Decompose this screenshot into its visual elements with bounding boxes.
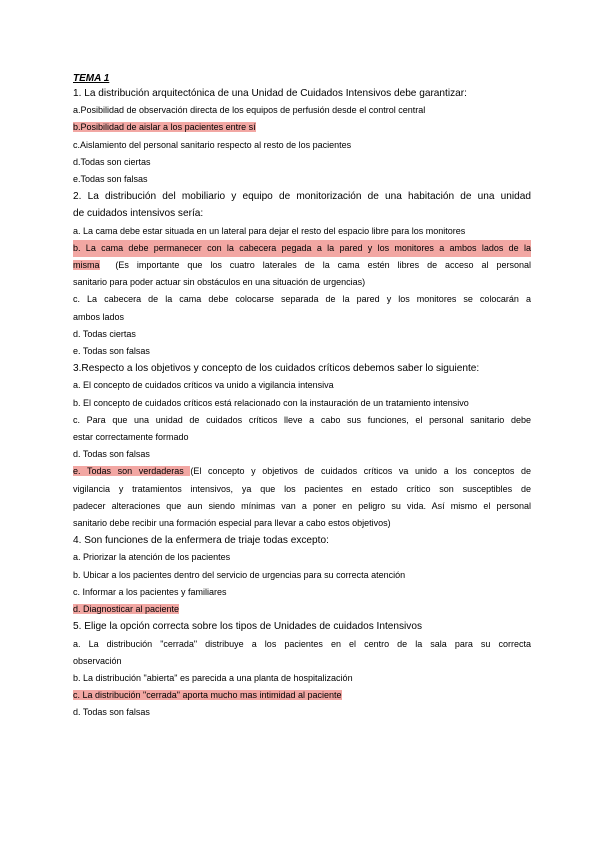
q2-option-b-line-1 bbox=[73, 240, 531, 257]
q5-option-c-highlight: c. La distribución "cerrada" aporta mucho mas intimidad al paciente bbox=[73, 690, 342, 701]
q5-option-a-line-2: observación bbox=[73, 655, 122, 666]
q3-option-a: a. El concepto de cuidados críticos va unido a vigilancia intensiva bbox=[73, 380, 334, 391]
document-title: TEMA 1 bbox=[73, 73, 110, 84]
q1-option-b-highlight: b.Posibilidad de aislar a los pacientes entre sí bbox=[73, 122, 256, 133]
q1-option-b bbox=[73, 119, 531, 136]
q2-option-d: d. Todas ciertas bbox=[73, 328, 136, 339]
q5-option-a-line-1: a. La distribución "cerrada" distribuye a los pacientes en el centro de la sala para su correcta bbox=[73, 638, 531, 649]
q1-option-e: e.Todas son falsas bbox=[73, 174, 148, 185]
q2-option-b-text: b. La cama debe permanecer con la cabecera pegada a la pared y los monitores a ambos lados de la bbox=[73, 242, 531, 253]
question-2-line-2: de cuidados intensivos sería: bbox=[73, 208, 204, 220]
q2-option-c-line-1: c. La cabecera de la cama debe colocarse separada de la pared y los monitores se colocarán a bbox=[73, 294, 531, 305]
q2-option-b-highlight-2: misma bbox=[73, 260, 100, 271]
q2-option-e: e. Todas son falsas bbox=[73, 346, 150, 357]
q3-option-b: b. El concepto de cuidados críticos está relacionado con la instauración de un tratamiento intensivo bbox=[73, 397, 469, 408]
q3-option-e-line-4: sanitario debe recibir una formación especial para llevar a cabo estos objetivos) bbox=[73, 518, 391, 529]
q4-option-c: c. Informar a los pacientes y familiares bbox=[73, 586, 227, 597]
q3-option-d: d. Todas son falsas bbox=[73, 449, 150, 460]
q3-option-e-highlight: e. Todas son verdaderas bbox=[73, 466, 184, 477]
q3-option-c-line-1: c. Para que una unidad de cuidados críticos lleve a cabo sus funciones, el personal sanitario debe bbox=[73, 414, 531, 425]
q3-option-e-line-1 bbox=[73, 463, 531, 480]
q4-option-d-highlight: d. Diagnosticar al paciente bbox=[73, 604, 180, 615]
q2-option-b-line-2 bbox=[73, 257, 531, 274]
q4-option-a: a. Priorizar la atención de los pacientes bbox=[73, 552, 231, 563]
q4-option-b: b. Ubicar a los pacientes dentro del servicio de urgencias para su correcta atención bbox=[73, 569, 406, 580]
q2-option-a: a. La cama debe estar situada en un lateral para dejar el resto del espacio libre para los monitores bbox=[73, 225, 466, 236]
q1-option-a: a.Posibilidad de observación directa de los equipos de perfusión desde el control central bbox=[73, 105, 426, 116]
q5-option-b: b. La distribución "abierta" es parecida a una planta de hospitalización bbox=[73, 672, 353, 683]
question-2-line-1: 2. La distribución del mobiliario y equipo de monitorización de una habitación de una unidad bbox=[73, 191, 531, 203]
q5-option-d: d. Todas son falsas bbox=[73, 707, 150, 718]
q1-option-d: d.Todas son ciertas bbox=[73, 156, 151, 167]
q3-option-e-line-3: padecer alteraciones que aun siendo mínimas van a poner en peligro su vida. Así mismo el personal bbox=[73, 500, 531, 511]
question-5: 5. Elige la opción correcta sobre los tipos de Unidades de cuidados Intensivos bbox=[73, 621, 423, 633]
q2-option-b-highlight bbox=[73, 240, 531, 257]
question-1: 1. La distribución arquitectónica de una Unidad de Cuidados Intensivos debe garantizar: bbox=[73, 88, 467, 99]
q3-option-c-line-2: estar correctamente formado bbox=[73, 432, 189, 443]
q2-option-c-line-2: ambos lados bbox=[73, 311, 125, 322]
q2-option-b-line-3: sanitario para poder actuar sin obstáculos en una situación de urgencias) bbox=[73, 277, 366, 288]
q1-option-c: c.Aislamiento del personal sanitario respecto al resto de los pacientes bbox=[73, 139, 352, 150]
q5-option-c bbox=[73, 687, 531, 704]
q3-option-e-explanation: (El concepto y objetivos de cuidados críticos va unido a los conceptos de bbox=[190, 466, 531, 477]
question-4: 4. Son funciones de la enfermera de triaje todas excepto: bbox=[73, 535, 329, 547]
q2-option-b-explanation: (Es importante que los cuatro laterales de la cama estén libres de acceso al personal bbox=[115, 260, 531, 271]
question-3: 3.Respecto a los objetivos y concepto de los cuidados críticos debemos saber lo siguiente: bbox=[73, 363, 480, 375]
q3-option-e-line-2: vigilancia y tratamientos intensivos, ya que los pacientes en estado crítico son susceptibles de bbox=[73, 483, 531, 494]
q4-option-d bbox=[73, 601, 531, 618]
document-page bbox=[73, 72, 531, 722]
